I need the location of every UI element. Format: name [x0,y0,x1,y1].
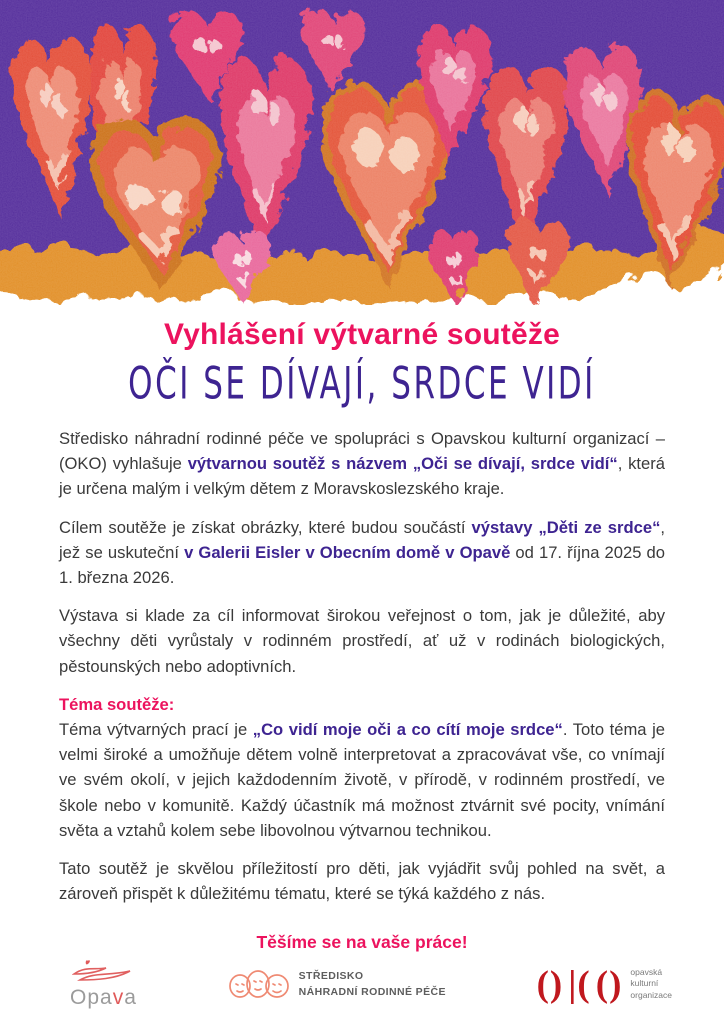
footer-logos [0,958,724,1010]
text-run: „Co vidí moje oči a co cítí moje srdce“ [252,720,563,740]
srnp-line1: STŘEDISKO [298,969,364,982]
hearts-artwork [0,0,724,305]
paragraph [59,515,665,591]
oko-line2: kulturní [630,978,659,989]
oko-glyph-o2: () [595,963,623,1005]
text-run: od 17. října 2025 do 1. března 2026. [59,542,665,588]
oko-logo-text [630,967,672,1001]
text-run: , jež se uskuteční [59,517,665,562]
srnp-logo-text [299,968,446,1001]
closing-line [59,930,665,955]
text-run: výstavy „Děti ze srdce“ [471,517,661,537]
paragraph [59,717,665,843]
three-faces-icon [228,962,290,1006]
oko-glyph-k: |( [568,963,591,1005]
text-run: Téma výtvarných prací je [59,720,253,740]
section-heading [59,692,665,717]
hearts-artwork-svg [0,0,724,305]
text-run: výtvarnou soutěž s názvem „Oči se dívají, srdce vidí“ [187,454,618,474]
text-run: Středisko náhradní rodinné péče ve spolupráci s Opavskou kulturní organizací – (OKO) vyhlašuje [59,429,665,474]
oko-logo [536,963,672,1005]
text-run: v Galerii Eisler v Obecním domě v Opavě [184,542,511,562]
opava-swoosh-icon [72,958,134,988]
competition-name-heading [0,358,724,416]
text-run: . Toto téma je velmi široké a umožňuje dětem volně interpretovat a zpracovávat vše, co vnímají ve svém okolí, v jejich každodenním životě, v přírodě, v rodinném prostředí, ve škole nebo v komunitě. Každý účastník má možnost ztvárnit své pocity, vnímání světa a vztahů kolem sebe libovolnou výtvarnou technikou. [59,720,665,840]
oko-line1: opavská [630,966,663,977]
paragraph [59,856,665,906]
opava-text-gray1: Opa [70,986,113,1009]
oko-glyph-o1: () [536,963,564,1005]
text-run: , která je určena malým i velkým dětem z Moravskoslezského kraje. [59,454,665,499]
opava-text-gray2: a [124,986,137,1009]
opava-text-red: v [112,986,125,1009]
paragraph [59,426,665,502]
body-paragraphs [59,426,665,956]
text-run: Téma soutěže: [59,694,175,714]
competition-name-text: OČI SE DÍVAJÍ, SRDCE VIDÍ [128,358,596,411]
srnp-line2: NÁHRADNÍ RODINNÉ PÉČE [298,986,446,998]
opava-logo-text [70,986,137,1010]
text-run: Výstava si klade za cíl informovat širokou veřejnost o tom, jak je důležité, aby všechny děti vyrůstaly v rodinném prostředí, ať už v rodinách biologických, pěstounských nebo adoptivních. [59,606,665,676]
oko-logo-glyph [536,963,623,1005]
srnp-logo [228,962,446,1006]
text-run: Cílem soutěže je získat obrázky, které budou součástí [59,517,472,537]
text-run: Těšíme se na vaše práce! [256,932,468,953]
page-title: Vyhlášení výtvarné soutěže [164,318,560,351]
paragraph [59,603,665,679]
oko-line3: organizace [630,989,672,1000]
text-run: Tato soutěž je skvělou příležitostí pro děti, jak vyjádřit svůj pohled na svět, a zároveň přispět k důležitému tématu, které se týká každého z nás. [59,859,665,904]
opava-logo [70,958,137,1010]
